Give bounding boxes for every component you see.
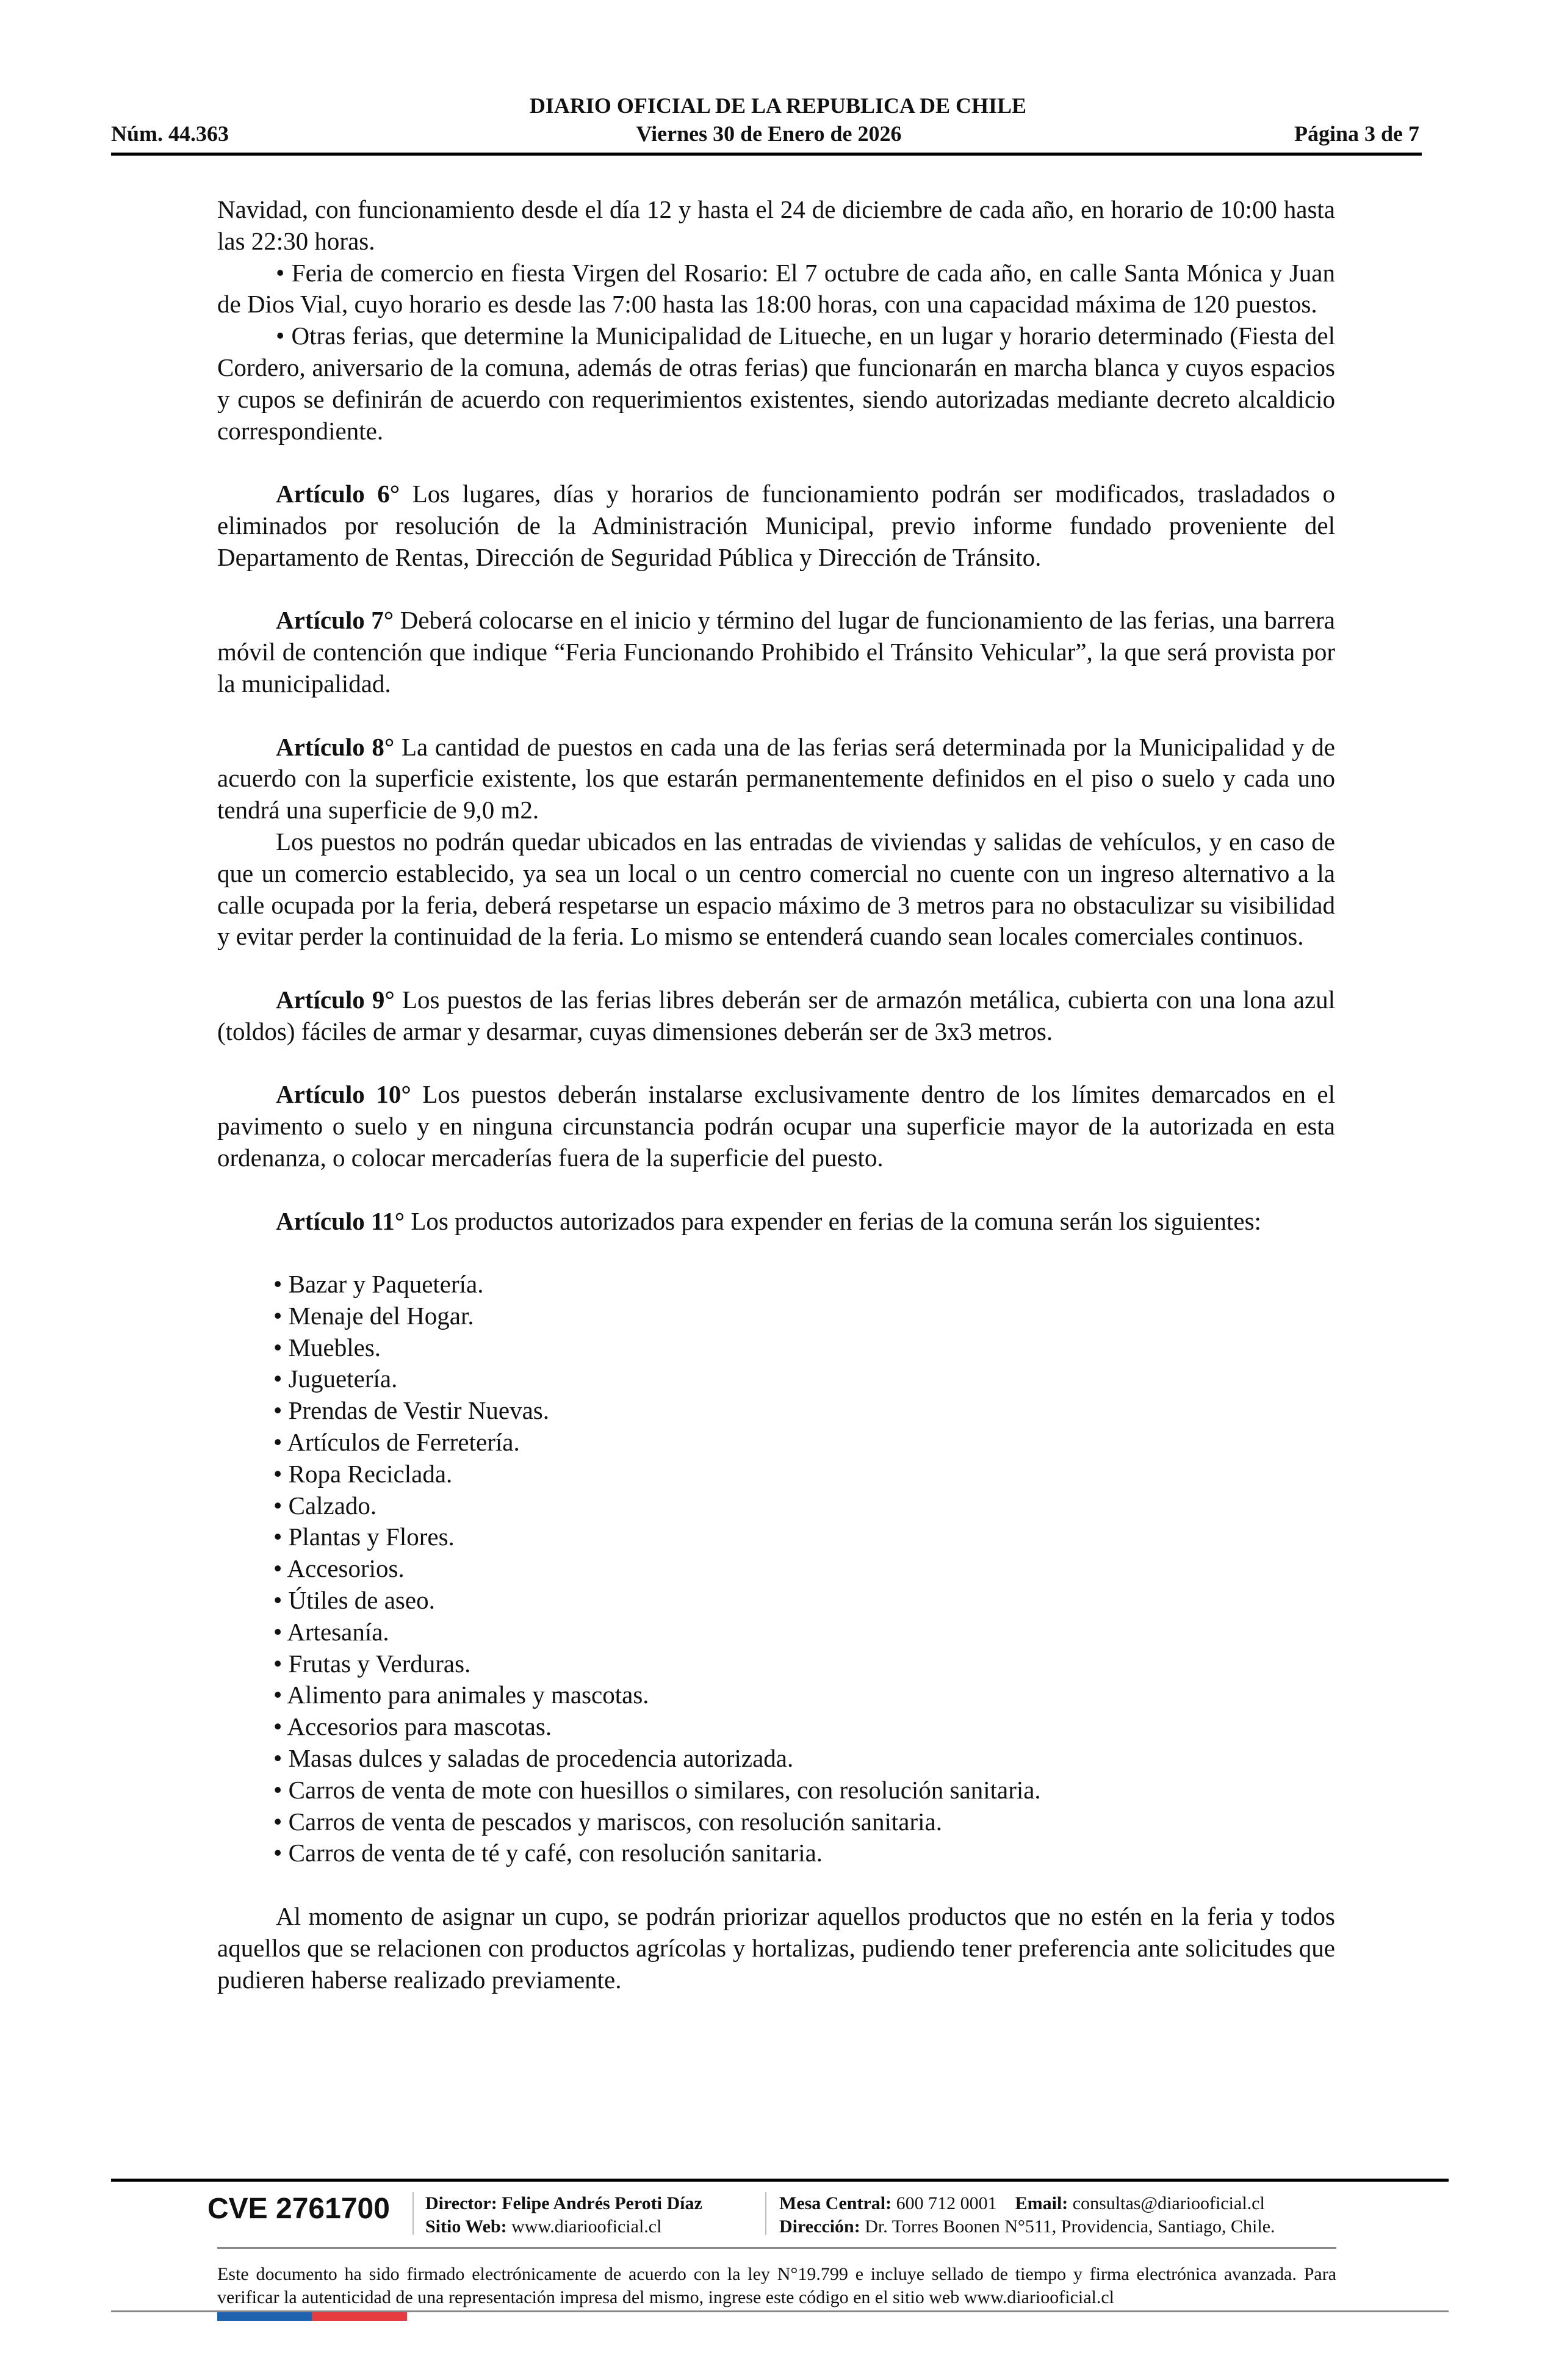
list-item: • Artesanía.: [273, 1617, 389, 1646]
list-item: • Ropa Reciclada.: [273, 1459, 453, 1488]
label: Director:: [425, 2193, 497, 2213]
closing-paragraph: Al momento de asignar un cupo, se podrán priorizar aquellos productos que no estén en la feria y todos aquellos que se relacionen con productos agrícolas y hortalizas, pudiendo tener preferencia ante solicitudes que pudieren haberse realizado previamente.: [217, 1902, 1335, 1994]
phone: 600 712 0001: [896, 2193, 997, 2213]
newspaper-title: DIARIO OFICIAL DE LA REPUBLICA DE CHILE: [529, 93, 1027, 118]
page-number: Página 3 de 7: [1294, 121, 1419, 146]
list-item: • Prendas de Vestir Nuevas.: [273, 1396, 549, 1425]
article-text: Los productos autorizados para expender en ferias de la comuna serán los siguientes:: [405, 1206, 1261, 1235]
divider: [765, 2192, 766, 2235]
divider: [217, 2247, 1336, 2249]
list-item: • Accesorios para mascotas.: [273, 1712, 552, 1741]
issue-date: Viernes 30 de Enero de 2026: [636, 121, 902, 146]
list-item: • Juguetería.: [273, 1365, 398, 1393]
list-item: • Útiles de aseo.: [273, 1586, 435, 1615]
article-title: Artículo 8°: [276, 732, 395, 761]
list-item: • Menaje del Hogar.: [273, 1301, 474, 1330]
article-text: Deberá colocarse en el inicio y término del lugar de funcionamiento de las ferias, una barrera móvil de contención que indique “Feria Funcionando Prohibido el Tránsito Vehicular”, la que será provista por la municipalidad.: [217, 606, 1336, 698]
article-text: Los lugares, días y horarios de funcionamiento podrán ser modificados, trasladados o eliminados por resolución de la Administración Municipal, previo informe fundado proveniente del Departamento de Rentas, Dirección de Seguridad Pública y Dirección de Tránsito.: [217, 480, 1336, 571]
address: Dr. Torres Boonen N°511, Providencia, Santiago, Chile.: [865, 2216, 1275, 2237]
list-item: • Artículos de Ferretería.: [273, 1428, 520, 1457]
product-list: [217, 1269, 1335, 1869]
article-11: [217, 1206, 1335, 1238]
list-item: • Masas dulces y saladas de procedencia autorizada.: [273, 1744, 794, 1773]
paragraph: Navidad, con funcionamiento desde el día 12 y hasta el 24 de diciembre de cada año, en horario de 10:00 hasta las 22:30 horas.: [217, 195, 1335, 255]
list-item: • Frutas y Verduras.: [273, 1649, 471, 1678]
divider: [412, 2192, 414, 2235]
director-name: Felipe Andrés Peroti Díaz: [502, 2193, 702, 2213]
paragraph: Los puestos no podrán quedar ubicados en las entradas de viviendas y salidas de vehículos, y en caso de que un comercio establecido, ya sea un local o un centro comercial no cuente con un ingreso alternativo a la calle ocupada por la feria, deberá respetarse un espacio máximo de 3 metros para no obstaculizar su visibilidad y evitar perder la continuidad de la feria. Lo mismo se entenderá cuando sean locales comerciales continuos.: [217, 827, 1335, 951]
document-body: [217, 194, 1335, 1996]
disclaimer: Este documento ha sido firmado electrónicamente de acuerdo con la ley N°19.799 e incluye sellado de tiempo y firma electrónica avanzada. Para verificar la autenticidad de una representación impresa del mismo, ingrese este código en el sitio web www.diariooficial.cl: [217, 2264, 1336, 2307]
footer-rule: [111, 2179, 1449, 2182]
list-item: • Bazar y Paquetería.: [273, 1270, 484, 1299]
list-item: • Carros de venta de mote con huesillos o similares, con resolución sanitaria.: [273, 1775, 1041, 1804]
article-text: La cantidad de puestos en cada una de las ferias será determinada por la Municipalidad y de acuerdo con la superficie existente, los que estarán permanentemente definidos en el piso o suelo y cada uno tendrá una superficie de 9,0 m2.: [217, 732, 1335, 824]
article-title: Artículo 7°: [276, 606, 394, 635]
website-link[interactable]: www.diariooficial.cl: [511, 2216, 662, 2237]
list-item: • Accesorios.: [273, 1554, 405, 1583]
label: Sitio Web:: [425, 2216, 507, 2237]
header-rule: [111, 153, 1422, 156]
list-item: • Plantas y Flores.: [273, 1523, 455, 1551]
article-6: [217, 478, 1335, 573]
list-item: • Alimento para animales y mascotas.: [273, 1681, 649, 1709]
article-title: Artículo 11°: [276, 1206, 405, 1235]
article-10: [217, 1079, 1335, 1174]
label: Email:: [1015, 2193, 1068, 2213]
flag-stripe-red: [312, 2312, 407, 2321]
paragraph: • Feria de comercio en fiesta Virgen del Rosario: El 7 octubre de cada año, en calle Santa Mónica y Juan de Dios Vial, cuyo horario es desde las 7:00 hasta las 18:00 horas, con una capacidad máxima de 120 puestos.: [217, 258, 1335, 319]
article-9: [217, 984, 1335, 1048]
issue-number: Núm. 44.363: [111, 121, 229, 146]
article-7: [217, 605, 1335, 699]
article-title: Artículo 6°: [276, 480, 400, 508]
article-8: [217, 732, 1335, 826]
article-text: Los puestos de las ferias libres deberán ser de armazón metálica, cubierta con una lona azul (toldos) fáciles de armar y desarmar, cuyas dimensiones deberán ser de 3x3 metros.: [217, 985, 1335, 1045]
article-title: Artículo 9°: [276, 985, 395, 1014]
email-link[interactable]: consultas@diariooficial.cl: [1072, 2193, 1265, 2213]
article-text: Los puestos deberán instalarse exclusivamente dentro de los límites demarcados en el pavimento o suelo y en ninguna circunstancia podrán ocupar una superficie mayor de la autorizada en esta ordenanza, o colocar mercaderías fuera de la superficie del puesto.: [217, 1080, 1336, 1172]
paragraph: • Otras ferias, que determine la Municipalidad de Litueche, en un lugar y horario determinado (Fiesta del Cordero, aniversario de la comuna, además de otras ferias) que funcionarán en marcha blanca y cuyos espacios y cupos se definirán de acuerdo con requerimientos existentes, siendo autorizadas mediante decreto alcaldicio correspondiente.: [217, 322, 1335, 445]
list-item: • Calzado.: [273, 1491, 377, 1520]
label: Mesa Central:: [779, 2193, 892, 2213]
footer-director: [425, 2192, 702, 2238]
list-item: • Carros de venta de pescados y mariscos, con resolución sanitaria.: [273, 1807, 942, 1836]
label: Dirección:: [779, 2216, 860, 2237]
list-item: • Carros de venta de té y café, con resolución sanitaria.: [273, 1839, 823, 1867]
article-title: Artículo 10°: [276, 1080, 411, 1109]
footer-contact: [779, 2192, 1275, 2238]
flag-stripe-blue: [217, 2312, 312, 2321]
list-item: • Muebles.: [273, 1333, 381, 1361]
cve-code: CVE 2761700: [207, 2193, 390, 2225]
